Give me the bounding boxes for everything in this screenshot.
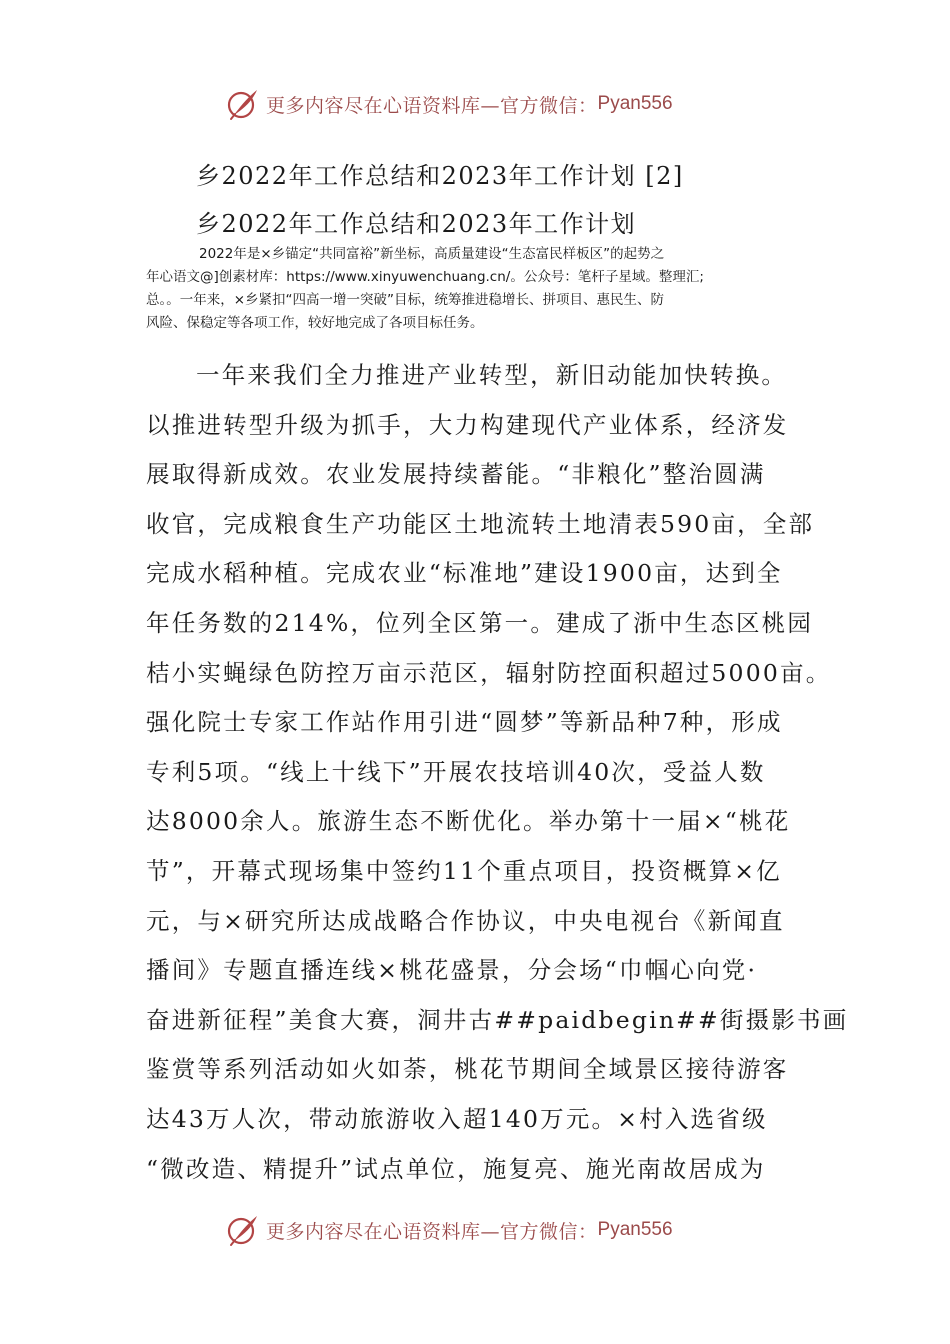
- intro-line: 风险、保稳定等各项工作，较好地完成了各项目标任务。: [146, 315, 484, 331]
- body-line: “微改造、精提升”试点单位，施复亮、施光南故居成为: [146, 1154, 766, 1183]
- intro-paragraph: [146, 243, 806, 335]
- intro-line: 2022年是×乡锚定“共同富裕”新坐标，高质量建设“生态富民样板区”的起势之: [199, 246, 665, 262]
- body-line: 桔小实蝇绿色防控万亩示范区，辐射防控面积超过5000亩。: [146, 658, 832, 687]
- quill-logo-icon: [226, 1213, 260, 1247]
- body-line: 鉴赏等系列活动如火如荼，桃花节期间全域景区接待游客: [146, 1055, 789, 1084]
- body-line: 年任务数的214%，位列全区第一。建成了浙中生态区桃园: [146, 608, 814, 637]
- header-banner-wechat: Pyan556: [597, 93, 673, 114]
- body-line: 展取得新成效。农业发展持续蓄能。“非粮化”整治圆满: [146, 460, 766, 489]
- body-line: 奋进新征程”美食大赛，洞井古##paidbegin##街摄影书画: [146, 1005, 849, 1034]
- footer-banner: [226, 1210, 726, 1250]
- body-line: 收官，完成粮食生产功能区土地流转土地清表590亩，全部: [146, 509, 815, 538]
- body-line: 达43万人次，带动旅游收入超140万元。×村入选省级: [146, 1104, 768, 1133]
- intro-line: 年心语文@]创素材库：https://www.xinyuwenchuang.cn/。公众号：笔杆子星域。整理汇;: [146, 269, 704, 285]
- body-line: 达8000余人。旅游生态不断优化。举办第十一届×“桃花: [146, 807, 791, 836]
- header-banner-text: 更多内容尽在心语资料库—官方微信：: [266, 94, 598, 117]
- body-line: 节”，开幕式现场集中签约11个重点项目，投资概算×亿: [146, 856, 782, 885]
- header-banner: [226, 84, 726, 124]
- document-title-1: 乡2022年工作总结和2023年工作计划 [2]: [196, 162, 684, 190]
- footer-banner-wechat: Pyan556: [597, 1219, 673, 1240]
- body-line: 元，与×研究所达成战略合作协议，中央电视台《新闻直: [146, 906, 785, 935]
- quill-logo-icon: [226, 87, 260, 121]
- body-line: 一年来我们全力推进产业转型，新旧动能加快转换。: [196, 361, 788, 389]
- body-line: 专利5项。“线上十线下”开展农技培训40次，受益人数: [146, 757, 766, 786]
- body-line: 播间》专题直播连线×桃花盛景，分会场“巾帼心向党·: [146, 956, 758, 985]
- body-line: 以推进转型升级为抓手，大力构建现代产业体系，经济发: [146, 410, 789, 439]
- intro-line: 总。。一年来，×乡紧扣“四高一增一突破”目标，统筹推进稳增长、拼项目、惠民生、防: [146, 292, 665, 308]
- body-paragraph: [146, 351, 849, 1194]
- body-line: 强化院士专家工作站作用引进“圆梦”等新品种7种，形成: [146, 708, 783, 737]
- footer-banner-text: 更多内容尽在心语资料库—官方微信：: [266, 1220, 598, 1243]
- body-line: 完成水稻种植。完成农业“标准地”建设1900亩，达到全: [146, 559, 783, 588]
- document-title-2: 乡2022年工作总结和2023年工作计划: [196, 210, 637, 238]
